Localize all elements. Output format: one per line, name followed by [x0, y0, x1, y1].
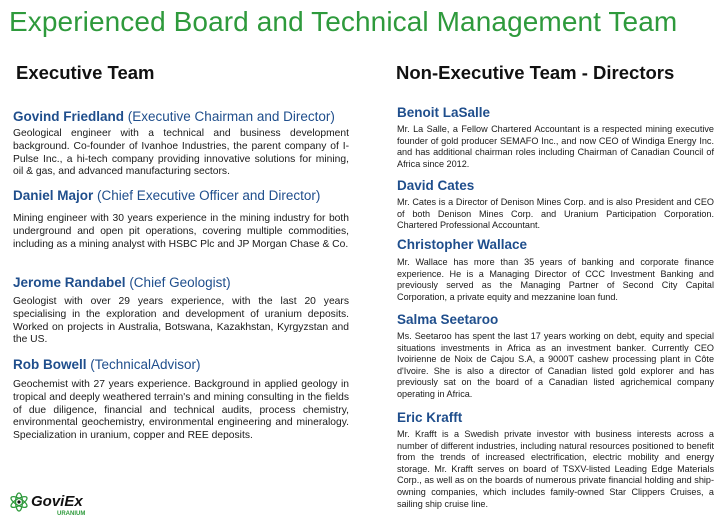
director-seetaroo — [397, 311, 714, 401]
person-bio: Mr. La Salle, a Fellow Chartered Accountant is a respected mining executive founder of gold producer SEMAFO Inc., and now CEO of Windiga Energy Inc. and has additional chairman roles including Chairman of Canadian Council of Africa since 2012. — [397, 124, 714, 169]
executive-person-major — [13, 187, 349, 251]
person-bio: Mining engineer with 30 years experience in the mining industry for both underground and open pit operations, covering multiple commodities, including as a mining analyst with HSBC Plc and JP Morgan Chase & Co. — [13, 213, 349, 250]
person-role: (Executive Chairman and Director) — [127, 109, 335, 124]
atom-icon — [10, 493, 29, 511]
executive-team-heading: Executive Team — [16, 62, 155, 83]
person-bio: Geochemist with 27 years experience. Background in applied geology in tropical and deeply weathered terrain's and mining consulting in the fields of due diligence, financial and technical audits, process chemistry, environmental geochemistry, environmental engineering and mineralogy. Specialization in uranium, copper and REE deposits. — [13, 379, 349, 442]
person-role: (TechnicalAdvisor) — [90, 357, 201, 372]
person-bio: Ms. Seetaroo has spent the last 17 years working on debt, equity and special situations investments in Africa as an investment banker. Currently CEO Ivoirienne de Noix de Cajou S.A, a 9000T cashew processing plant in Côte d'Ivoire. She is also a director of Canadian listed gold explorer and has previously sat on the board of a Canadian listed agrichemical company operating in Africa. — [397, 331, 714, 399]
person-bio: Mr. Wallace has more than 35 years of banking and corporate finance experience. He is a Managing Director of CCC Investment Banking and previously served as the Managing Partner of Second City Capital Corporation, a private equity and mezzanine loan fund. — [397, 257, 714, 302]
person-name: Daniel Major (Chief Executive Officer and Director) — [13, 188, 321, 203]
person-name: David Cates — [397, 178, 475, 193]
person-name: Eric Krafft — [397, 410, 463, 425]
director-cates — [397, 177, 714, 232]
person-name: Jerome Randabel (Chief Geologist) — [13, 275, 231, 290]
person-role: (Chief Executive Officer and Director) — [97, 188, 321, 203]
goviex-logo — [8, 489, 94, 517]
page-title: Experienced Board and Technical Management Team — [9, 6, 678, 37]
director-krafft — [397, 409, 714, 510]
person-role: (Chief Geologist) — [129, 275, 231, 290]
person-name: Christopher Wallace — [397, 237, 528, 252]
person-name: Benoit LaSalle — [397, 105, 491, 120]
person-name: Rob Bowell (TechnicalAdvisor) — [13, 357, 201, 372]
person-bio: Mr. Cates is a Director of Denison Mines Corp. and is also President and CEO of both Denison Mines Corp. and Uranium Participation Corporation. Chartered Professional Accountant. — [397, 197, 714, 231]
logo-sub: URANIUM — [57, 511, 86, 517]
person-bio: Geological engineer with a technical and business development background. Co-founder of Ivanhoe Industries, the parent company of I-Pulse Inc., a hi-tech company providing innovative solutions for mining, oil & gas, and advanced manufacturing sectors. — [13, 128, 349, 178]
executive-person-bowell — [13, 356, 349, 443]
person-name: Salma Seetaroo — [397, 312, 499, 327]
director-lasalle — [397, 104, 714, 170]
person-bio: Mr. Krafft is a Swedish private investor with business interests across a number of different industries, including natural resources positioned to benefit from the trends of increased electrification, electric mobility and energy storage. Mr. Krafft serves on board of TSXV-listed Leading Edge Materials Corp., as well as on the boards of numerous private financial holding and ship-owning companies, which includes family-owned Star Clippers Cruises, a sailing ship cruise line. — [397, 429, 714, 509]
non-executive-team-heading: Non-Executive Team - Directors — [396, 62, 675, 83]
executive-person-friedland — [13, 108, 349, 179]
logo-word: GoviEx — [31, 493, 83, 510]
executive-person-randabel — [13, 274, 349, 347]
person-name: Govind Friedland (Executive Chairman and Director) — [13, 109, 335, 124]
person-bio: Geologist with over 29 years experience, with the last 20 years specialising in the exploration and development of uranium deposits. Worked on projects in Australia, Botswana, Kazakhstan, Kyrgyzstan and the US. — [13, 296, 349, 346]
director-wallace — [397, 236, 714, 303]
